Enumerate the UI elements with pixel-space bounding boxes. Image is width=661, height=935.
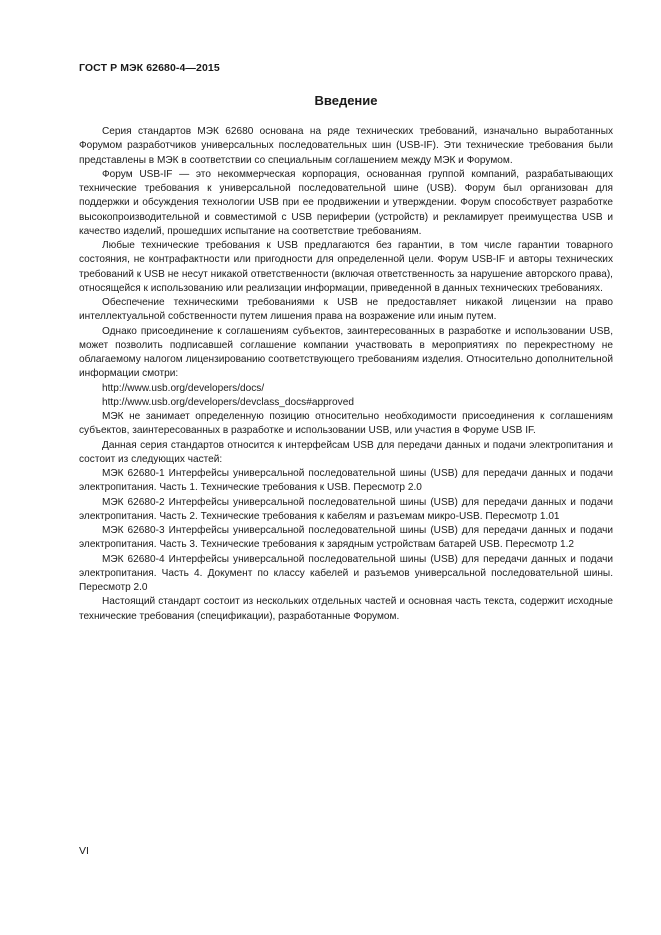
paragraph-series-parts: Данная серия стандартов относится к интерфейсам USB для передачи данных и подачи электропитания и состоит из следующих частей: [79,439,613,465]
link-devclass-docs[interactable]: http://www.usb.org/developers/devclass_docs#approved [102,396,354,408]
list-item-part-3: МЭК 62680-3 Интерфейсы универсальной последовательной шины (USB) для передачи данных и подачи электропитания. Часть 3. Технические требования к зарядным устройствам батарей USB. Пересмотр 1.2 [79,525,613,551]
page-number: VI [79,845,89,857]
paragraph-license: Обеспечение техническими требованиями к USB не предоставляет никакой лицензии на право интеллектуальной собственности путем лишения права на возражение или иным путем. [79,297,613,323]
list-item-part-2: МЭК 62680-2 Интерфейсы универсальной последовательной шины (USB) для передачи данных и подачи электропитания. Часть 2. Технические требования к кабелям и разъемам микро-USB. Пересмотр 1.01 [79,496,613,522]
body-text [79,125,613,624]
standard-header: ГОСТ Р МЭК 62680-4—2015 [79,62,220,74]
paragraph-warranty: Любые технические требования к USB предлагаются без гарантии, в том числе гарантии товарного состояния, не контрафактности или пригодности для определенной цели. Форум USB-IF и авторы технических требований к USB не несут никакой ответственности (включая ответственность за нарушение авторского права), относящейся к использованию или реализации информации, приведенной в данных технических требованиях. [79,240,613,294]
list-item-part-1: МЭК 62680-1 Интерфейсы универсальной последовательной шины (USB) для передачи данных и подачи электропитания. Часть 1. Технические требования к USB. Пересмотр 2.0 [79,468,613,494]
paragraph-agreements: Однако присоединение к соглашениям субъектов, заинтересованных в разработке и использовании USB, может позволить подписавшей соглашение компании участвовать в мероприятиях по перекрестному не облагаемому налогом лицензированию соответствующего требованиям изделия. Относительно дополнительной информации смотри: [79,325,613,380]
paragraph-conclusion: Настоящий стандарт состоит из нескольких отдельных частей и основная часть текста, содержит исходные технические требования (спецификации), разработанные Форумом. [79,596,613,622]
paragraph-usb-if: Форум USB-IF — это некоммерческая корпорация, основанная группой компаний, разрабатывающих технические требования к универсальной последовательной шине (USB). Форум был организован для поддержки и обсуждения технологии USB при ее продвижении и утверждении. Форум способствует разработке высокопроизводительной и совместимой с USB периферии (устройств) и рекламирует преимущества USB и качество изделий, прошедших испытание на соответствие требованиям. [79,168,613,237]
section-title: Введение [314,93,378,108]
link-docs[interactable]: http://www.usb.org/developers/docs/ [102,382,265,394]
list-item-part-4: МЭК 62680-4 Интерфейсы универсальной последовательной шины (USB) для передачи данных и подачи электропитания. Часть 4. Документ по классу кабелей и разъемов универсальной последовательной шины. Пересмотр 2.0 [79,553,613,593]
paragraph-series-origin: Серия стандартов МЭК 62680 основана на ряде технических требований, изначально выработанных Форумом разработчиков универсальных последовательных шин (USB-IF). Эти технические требования были представлены в МЭК в соответствии со специальным соглашением между МЭК и Форумом. [79,126,613,166]
paragraph-iec-position: МЭК не занимает определенную позицию относительно необходимости присоединения к соглашениям субъектов, заинтересованных в разработке и использовании USB, или участия в Форуме USB IF. [79,411,613,437]
